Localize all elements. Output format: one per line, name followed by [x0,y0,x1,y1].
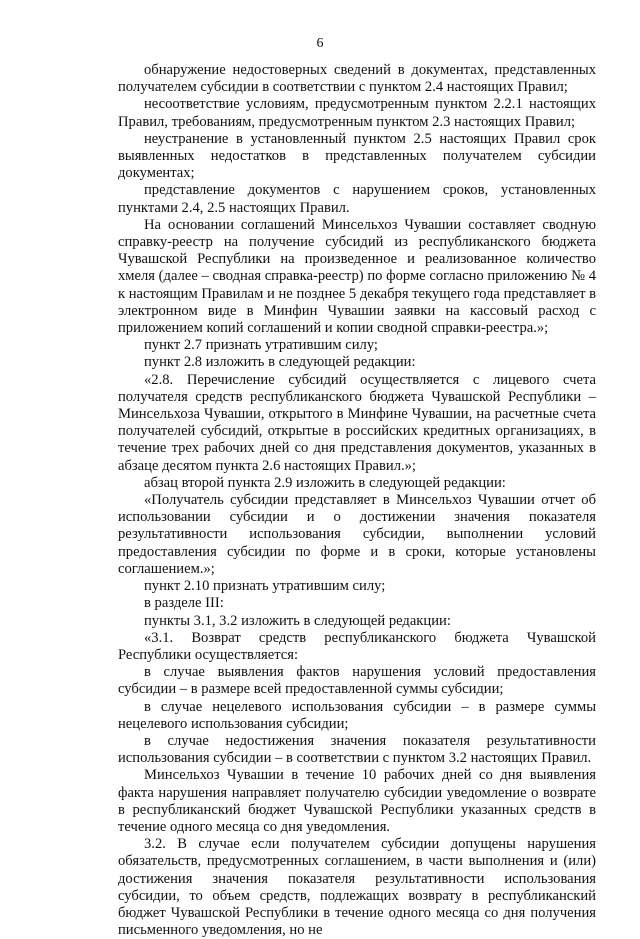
paragraph: пункт 2.8 изложить в следующей редакции: [144,354,416,371]
paragraph: в случае выявления фактов нарушения условий предоставления субсидии – в размере всей предоставленной суммы субсидии; [118,664,596,698]
paragraph: «2.8. Перечисление субсидий осуществляется с лицевого счета получателя средств республиканского бюджета Чувашской Республики – Минсельхоза Чувашии, открытого в Минфине Чувашии, на расчетные счета получателей субсидий, открытые в российских кредитных организациях, в течение трех рабочих дней со дня представления документов, указанных в абзаце десятом пункта 2.6 настоящих Правил.»; [118,371,596,474]
paragraph: в разделе III: [144,595,224,612]
paragraph: в случае нецелевого использования субсидии – в размере суммы нецелевого использования субсидии; [118,698,596,732]
paragraph: абзац второй пункта 2.9 изложить в следующей редакции: [144,474,506,491]
document-body [118,62,596,939]
paragraph: обнаружение недостоверных сведений в документах, представленных получателем субсидии в соответствии с пунктом 2.4 настоящих Правил; [118,62,596,96]
paragraph: Минсельхоз Чувашии в течение 10 рабочих дней со дня выявления факта нарушения направляет получателю субсидии уведомление о возврате в республиканский бюджет Чувашской Республики указанных средств в течение одного месяца со дня уведомления. [118,767,596,835]
paragraph: На основании соглашений Минсельхоз Чувашии составляет сводную справку-реестр на получение субсидий из республиканского бюджета Чувашской Республики на произведенное и реализованное количество хмеля (далее – сводная справка-реестр) по форме согласно приложению № 4 к настоящим Правилам и не позднее 5 декабря текущего года представляет в электронном виде в Минфин Чувашии заявки на кассовый расход с приложением копий соглашений и копии сводной справки-реестра.»; [118,216,596,337]
paragraph: несоответствие условиям, предусмотренным пунктом 2.2.1 настоящих Правил, требованиям, предусмотренным пунктом 2.3 настоящих Правил; [118,96,596,130]
paragraph: 3.2. В случае если получателем субсидии допущены нарушения обязательств, предусмотренных соглашением, в части выполнения и (или) достижения значения показателя результативности использования субсидии, то объем средств, подлежащих возврату в республиканский бюджет Чувашской Республики в течение одного месяца со дня получения письменного уведомления, но не [118,836,596,939]
paragraph: пункт 2.10 признать утратившим силу; [144,578,386,595]
paragraph: в случае недостижения значения показателя результативности использования субсидии – в соответствии с пунктом 3.2 настоящих Правил. [118,732,596,767]
paragraph: неустранение в установленный пунктом 2.5 настоящих Правил срок выявленных недостатков в представленных получателем субсидии документах; [118,130,596,182]
page-number: 6 [316,36,324,51]
paragraph: «3.1. Возврат средств республиканского бюджета Чувашской Республики осуществляется: [118,629,596,663]
paragraph: представление документов с нарушением сроков, установленных пунктами 2.4, 2.5 настоящих Правил. [118,182,596,216]
paragraph: «Получатель субсидии представляет в Минсельхоз Чувашии отчет об использовании субсидии и о достижении значения показателя результативности использования субсидии, выполнении условий предоставления субсидии по форме и в сроки, которые установлены соглашением.»; [118,492,596,577]
paragraph: пункт 2.7 признать утратившим силу; [144,337,378,354]
paragraph: пункты 3.1, 3.2 изложить в следующей редакции: [144,612,451,629]
